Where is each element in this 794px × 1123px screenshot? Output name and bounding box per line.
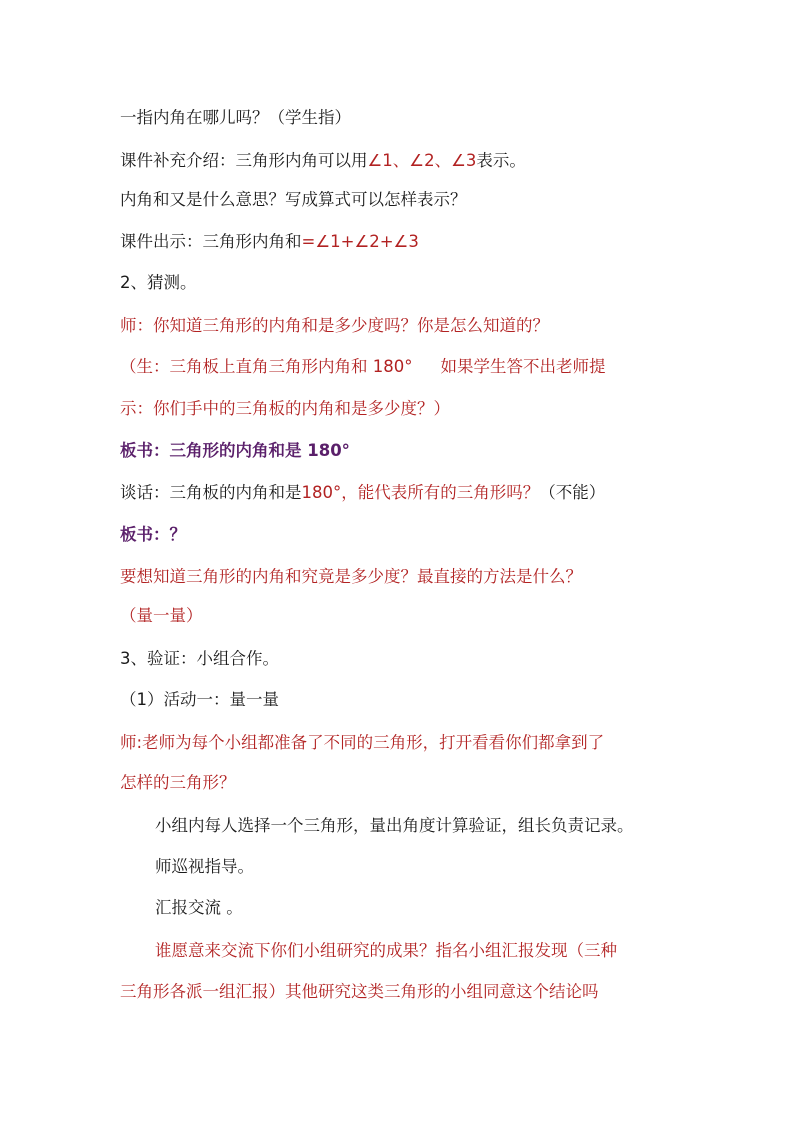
- text-line: [120, 272, 680, 294]
- text-span: 180°，能代表所有的三角形吗？: [301, 483, 540, 502]
- text-span: （量一量）: [120, 606, 203, 625]
- text-span: 180°: [372, 357, 413, 376]
- text-line: [120, 482, 680, 504]
- text-span: 师:: [120, 733, 143, 752]
- text-line: [155, 856, 715, 878]
- text-line: [120, 732, 680, 754]
- text-span: 师：你知道三角形的内角和是多少度吗？你是怎么知道的？: [120, 316, 549, 335]
- text-span: 2、猜测。: [120, 273, 197, 292]
- text-span: 课件补充介绍：三角形内角可以用: [120, 151, 368, 170]
- text-line: [120, 107, 680, 129]
- text-line: [120, 356, 680, 378]
- text-span: 要想知道三角形的内角和究竟是多少度？最直接的方法是什么？: [120, 567, 582, 586]
- text-span: 板书：？: [120, 525, 186, 544]
- text-line: [155, 940, 715, 962]
- text-span: （生：三角板上直角三角形内角和: [120, 357, 368, 376]
- text-span: =∠1+∠2+∠3: [301, 232, 419, 251]
- text-line: [120, 772, 680, 794]
- text-line: [120, 231, 680, 253]
- text-span: （不能）: [539, 483, 606, 502]
- text-line: [120, 648, 680, 670]
- text-span: 老师为每个小组都准备了不同的三角形，打开看看你们都拿到了: [142, 733, 605, 752]
- text-line: [155, 815, 715, 837]
- text-line: [120, 981, 680, 1003]
- text-span: 如果学生答不出老师提: [440, 357, 606, 376]
- text-span: 师巡视指导。: [155, 857, 254, 876]
- text-span: 三角形各派一组汇报）其他研究这类三角形的小组同意这个结论吗: [120, 982, 599, 1001]
- text-span: ∠1、∠2、∠3: [367, 151, 477, 170]
- text-line: [120, 189, 680, 211]
- text-line: [155, 897, 715, 919]
- text-line: [120, 440, 680, 462]
- text-line: [120, 315, 680, 337]
- text-span: （1）活动一：量一量: [120, 690, 279, 709]
- text-line: [120, 524, 680, 546]
- text-span: 表示。: [476, 151, 526, 170]
- text-span: 谈话：三角板的内角和是: [120, 483, 302, 502]
- text-span: 课件出示：三角形内角和: [120, 232, 302, 251]
- text-span: 汇报交流 。: [155, 898, 243, 917]
- text-span: 一指内角在哪儿吗？（学生指）: [120, 108, 351, 127]
- text-span: 谁愿意来交流下你们小组研究的成果？指名小组汇报发现（三种: [155, 941, 617, 960]
- text-line: [120, 689, 680, 711]
- text-span: 板书：三角形的内角和是 180°: [120, 441, 350, 460]
- text-line: [120, 398, 680, 420]
- text-line: [120, 566, 680, 588]
- text-span: 示：你们手中的三角板的内角和是多少度？）: [120, 399, 450, 418]
- text-line: [120, 605, 680, 627]
- text-span: 怎样的三角形？: [120, 773, 236, 792]
- text-line: [120, 150, 680, 172]
- text-span: 3、验证：小组合作。: [120, 649, 279, 668]
- text-span: 小组内每人选择一个三角形，量出角度计算验证，组长负责记录。: [155, 816, 634, 835]
- text-span: 内角和又是什么意思？写成算式可以怎样表示？: [120, 190, 467, 209]
